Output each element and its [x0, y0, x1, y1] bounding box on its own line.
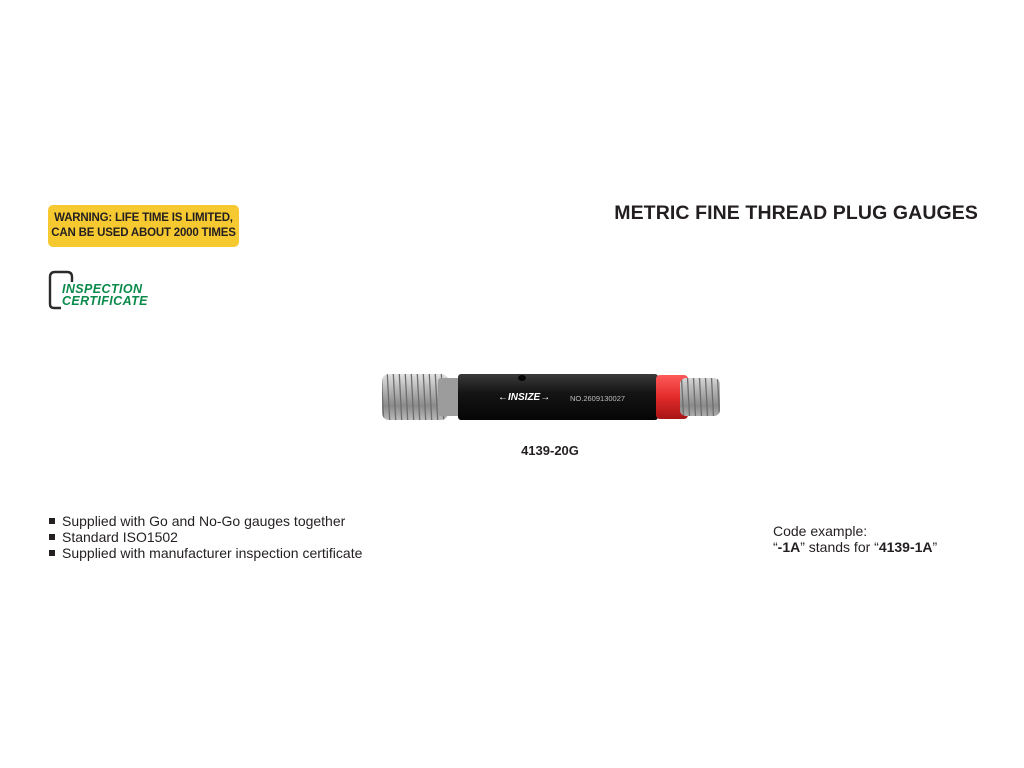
- plug-gauge-image: [380, 368, 726, 426]
- certificate-line-2: CERTIFICATE: [62, 294, 148, 308]
- code-example-heading: Code example:: [773, 523, 868, 539]
- code-example: [773, 523, 937, 555]
- feature-list: [48, 513, 362, 561]
- bullet-icon: [49, 534, 55, 540]
- close-quote: ”: [932, 539, 938, 555]
- feature-text: Supplied with manufacturer inspection certificate: [62, 545, 363, 561]
- model-number: 4139-20G: [521, 443, 579, 458]
- bullet-icon: [49, 518, 55, 524]
- page-title: METRIC FINE THREAD PLUG GAUGES: [614, 202, 978, 224]
- feature-text: Supplied with Go and No-Go gauges together: [62, 513, 346, 529]
- warning-badge: [48, 205, 239, 247]
- serial-number: NO.2609130027: [570, 394, 626, 403]
- list-item: [48, 545, 362, 561]
- feature-text: Standard ISO1502: [62, 529, 178, 545]
- no-go-thread-end: [656, 375, 720, 419]
- bullet-icon: [49, 550, 55, 556]
- brand-mark: ←INSIZE→: [498, 392, 551, 403]
- code-example-line: [773, 539, 937, 555]
- full-code: 4139-1A: [878, 539, 933, 555]
- short-code: -1A: [777, 539, 801, 555]
- code-example-text: ” stands for “: [800, 539, 879, 555]
- open-quote: “: [773, 539, 778, 555]
- go-thread-end: [382, 374, 460, 420]
- warning-line-1: WARNING: LIFE TIME IS LIMITED,: [54, 212, 233, 224]
- list-item: [48, 529, 362, 545]
- warning-line-2: CAN BE USED ABOUT 2000 TIMES: [51, 227, 236, 239]
- certificate-line-1: INSPECTION: [62, 282, 143, 296]
- list-item: [48, 513, 362, 529]
- inspection-certificate-label: [62, 283, 148, 307]
- gauge-handle: [458, 374, 658, 420]
